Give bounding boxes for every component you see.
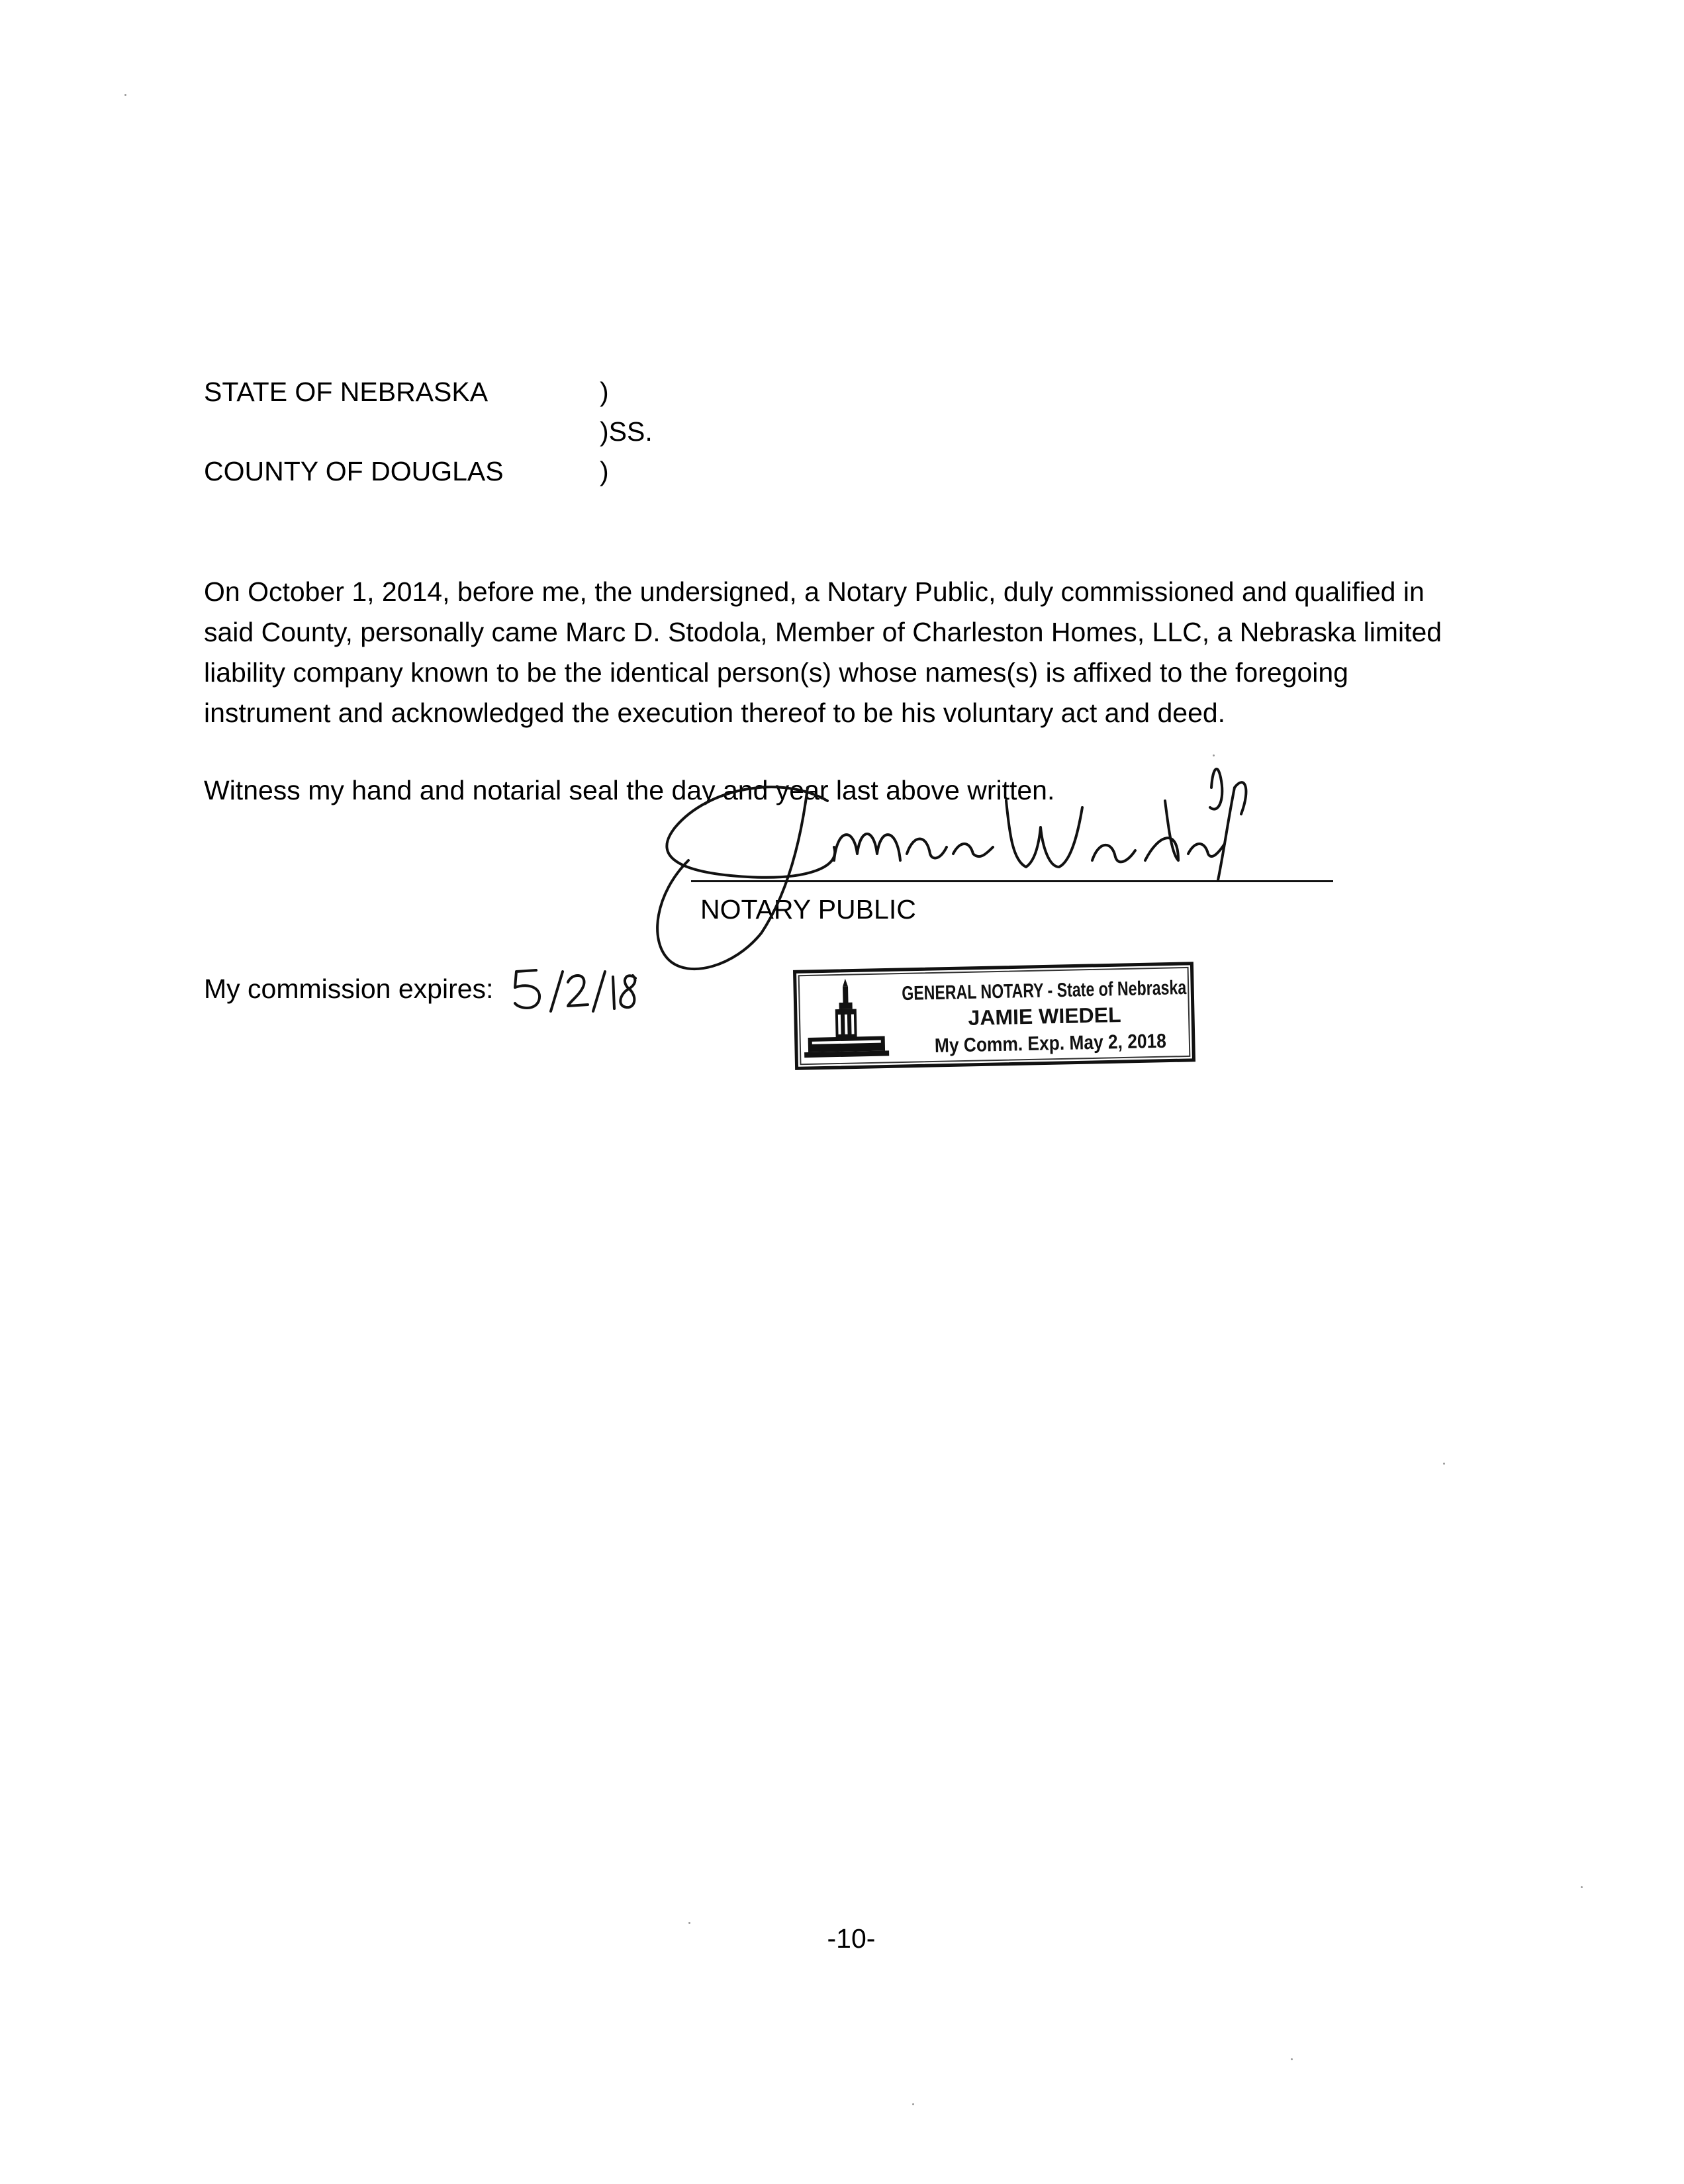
scan-speck [1581,1886,1583,1888]
witness-line: Witness my hand and notarial seal the day and year last above written. [204,775,1055,805]
scan-speck [1443,1463,1445,1465]
handwritten-expiration-date [510,965,642,1018]
acknowledgment-line: instrument and acknowledged the execution thereof to be his voluntary act and deed. [204,698,1226,728]
county-paren: ) [600,456,609,486]
notary-seal-stamp [792,960,1271,1072]
acknowledgment-line: liability company known to be the identical person(s) whose names(s) is affixed to the foregoing [204,657,1348,688]
scan-speck [688,1922,690,1924]
stamp-line-3: My Comm. Exp. May 2, 2018 [934,1029,1199,1057]
scan-speck [912,2103,914,2105]
stamp-line-2: JAMIE WIEDEL [968,1003,1121,1030]
page-number: -10- [827,1923,876,1954]
commission-expires-label: My commission expires: [204,974,494,1004]
scan-speck [124,94,126,96]
county-label: COUNTY OF DOUGLAS [204,456,504,486]
notary-public-label: NOTARY PUBLIC [700,894,916,925]
notary-signature [635,761,1297,973]
ss-label: )SS. [600,416,653,447]
stamp-line-1: GENERAL NOTARY - State of Nebraska [901,975,1271,1005]
state-label: STATE OF NEBRASKA [204,377,489,407]
capitol-icon [803,978,889,1058]
scan-speck [1291,2058,1293,2060]
state-paren: ) [600,377,609,407]
acknowledgment-line: On October 1, 2014, before me, the undersigned, a Notary Public, duly commissioned and qualified in [204,576,1425,607]
acknowledgment-line: said County, personally came Marc D. Stodola, Member of Charleston Homes, LLC, a Nebraska limited [204,617,1442,647]
scan-speck [1213,754,1215,756]
acknowledgment-paragraph [204,572,1475,733]
